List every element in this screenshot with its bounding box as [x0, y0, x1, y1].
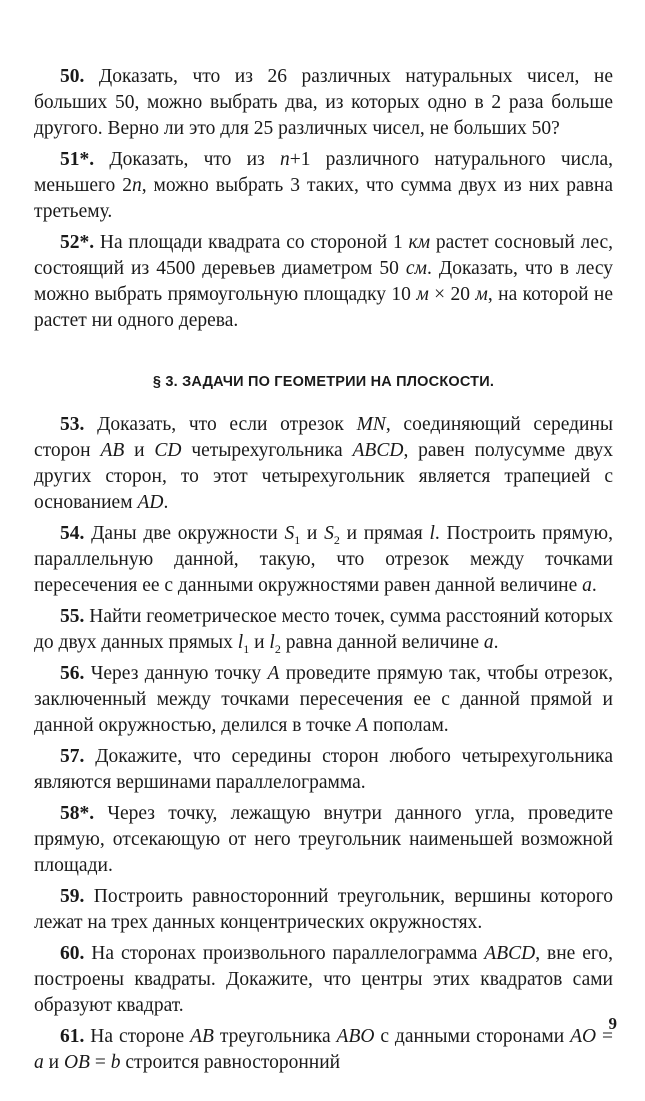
- math-symbol: м: [475, 284, 488, 305]
- problem-58: [34, 801, 613, 879]
- section-problem-list: [34, 412, 613, 1076]
- problem-57: [34, 744, 613, 796]
- problem-text: и: [300, 523, 325, 544]
- math-symbol: AD: [137, 492, 164, 513]
- math-symbol: b: [110, 1052, 121, 1073]
- problem-text: =: [89, 1052, 111, 1073]
- problem-text: Доказать, что из: [109, 149, 280, 170]
- problem-text: .: [493, 632, 499, 653]
- problem-number: 60.: [60, 943, 85, 964]
- math-symbol: км: [408, 232, 431, 253]
- problem-text: с данными сторонами: [374, 1026, 571, 1047]
- problem-text: Через данную точку: [90, 663, 268, 684]
- problem-text: На площади квадрата со стороной 1: [99, 232, 409, 253]
- problem-55: [34, 604, 613, 656]
- problem-text: Доказать, что если отрезок: [97, 414, 357, 435]
- problem-text: четырехугольника: [181, 440, 353, 461]
- problem-52: [34, 230, 613, 334]
- problem-53: [34, 412, 613, 516]
- problem-text: На сторонах произвольного параллелограмма: [91, 943, 485, 964]
- math-symbol: a: [34, 1052, 44, 1073]
- math-symbol: AO: [570, 1026, 597, 1047]
- problem-list: [34, 64, 613, 334]
- math-symbol: AB: [100, 440, 125, 461]
- math-symbol: l: [269, 632, 275, 653]
- math-symbol: A: [356, 715, 369, 736]
- problem-number: 50.: [60, 66, 85, 87]
- page-number: 9: [608, 1014, 617, 1033]
- problem-text: растет сосновый лес, состоящий из 4500 деревьев диаметром 50: [34, 232, 614, 279]
- problem-number: 56.: [60, 663, 85, 684]
- problem-text: и: [124, 440, 155, 461]
- problem-number: 53.: [60, 414, 85, 435]
- problem-text: строится равносторонний: [120, 1052, 341, 1073]
- problem-text: Докажите, что середины сторон любого четырехугольника являются вершинами параллелограмма.: [34, 746, 614, 793]
- problem-number: 55.: [60, 606, 85, 627]
- problem-54: [34, 521, 613, 599]
- problem-text: Найти геометрическое место точек, сумма расстояний которых до двух данных прямых: [34, 606, 614, 653]
- problem-text: .: [591, 575, 597, 596]
- problem-51: [34, 147, 613, 225]
- problem-text: Построить равносторонний треугольник, вершины которого лежат на трех данных концентрических окружностях.: [34, 886, 614, 933]
- problem-text: пополам.: [368, 715, 449, 736]
- problem-number: 61.: [60, 1026, 85, 1047]
- problem-text: Доказать, что из 26 различных натуральных чисел, не больших 50, можно выбрать два, из которых одно в 2 раза больше другого. Верно ли это для 25 различных чисел, не больших 50?: [34, 66, 614, 139]
- problem-number: 58*.: [60, 803, 95, 824]
- math-symbol: OB: [63, 1052, 90, 1073]
- problem-number: 57.: [60, 746, 85, 767]
- problem-text: На стороне: [90, 1026, 191, 1047]
- problem-text: , можно выбрать 3 таких, что сумма двух из них равна третьему.: [34, 175, 613, 222]
- problem-number: 51*.: [60, 149, 95, 170]
- problem-text: проведите прямую так, чтобы отрезок, заключенный между точками пересечения ее с данной прямой и данной окружностью, делился в точке: [34, 663, 613, 736]
- problem-text: , вне его, построены квадраты. Докажите, что центры этих квадратов сами образуют квадрат.: [34, 943, 613, 1016]
- problem-text: , равен полусумме двух других сторон, то этот четырехугольник является трапецией с основанием: [34, 440, 614, 513]
- math-symbol: n: [279, 149, 290, 170]
- math-symbol: S: [324, 523, 334, 544]
- section-heading: § 3. ЗАДАЧИ ПО ГЕОМЕТРИИ НА ПЛОСКОСТИ.: [152, 374, 495, 390]
- problem-61: [34, 1024, 613, 1076]
- math-symbol: A: [267, 663, 280, 684]
- math-symbol: a: [582, 575, 592, 596]
- math-symbol: ABCD: [484, 943, 536, 964]
- problem-59: [34, 884, 613, 936]
- problem-text: , соединяющий середины сторон: [34, 414, 613, 461]
- problem-text: равна данной величине: [280, 632, 484, 653]
- problem-text: Даны две окружности: [91, 523, 285, 544]
- math-symbol: S: [284, 523, 295, 544]
- subscript: 1: [294, 532, 301, 547]
- problem-56: [34, 661, 613, 739]
- problem-60: [34, 941, 613, 1019]
- problem-text: × 20: [428, 284, 476, 305]
- subscript: 1: [243, 641, 250, 656]
- math-symbol: CD: [154, 440, 182, 461]
- problem-text: . Доказать, что в лесу можно выбрать прямоугольную площадку 10: [34, 258, 613, 305]
- math-symbol: AB: [190, 1026, 214, 1047]
- math-symbol: ABO: [336, 1026, 375, 1047]
- math-symbol: n: [131, 175, 142, 196]
- problem-text: и: [249, 632, 270, 653]
- problem-text: и прямая: [339, 523, 430, 544]
- math-symbol: м: [416, 284, 429, 305]
- problem-number: 59.: [60, 886, 85, 907]
- math-symbol: l: [429, 523, 435, 544]
- math-symbol: a: [483, 632, 494, 653]
- problem-text: .: [163, 492, 169, 513]
- problem-text: . Построить прямую, параллельную данной, такую, что отрезок между точками пересечения ее с данными окружностями равен данной величине: [34, 523, 613, 596]
- problem-text: Через точку, лежащую внутри данного угла, проведите прямую, отсекающую от него треугольник наименьшей возможной площади.: [34, 803, 613, 876]
- problem-text: треугольника: [213, 1026, 337, 1047]
- problem-text: =: [596, 1026, 614, 1047]
- problem-50: [34, 64, 613, 142]
- problem-number: 52*.: [60, 232, 95, 253]
- math-symbol: ABCD: [352, 440, 404, 461]
- math-symbol: l: [237, 632, 244, 653]
- problem-text: +1 различного натурального числа, меньшего 2: [34, 149, 614, 196]
- problem-text: , на которой не растет ни одного дерева.: [34, 284, 614, 331]
- math-symbol: см: [405, 258, 428, 279]
- math-symbol: MN: [356, 414, 386, 435]
- problem-text: и: [43, 1052, 64, 1073]
- subscript: 2: [274, 641, 281, 656]
- problem-number: 54.: [60, 523, 85, 544]
- subscript: 2: [333, 532, 340, 547]
